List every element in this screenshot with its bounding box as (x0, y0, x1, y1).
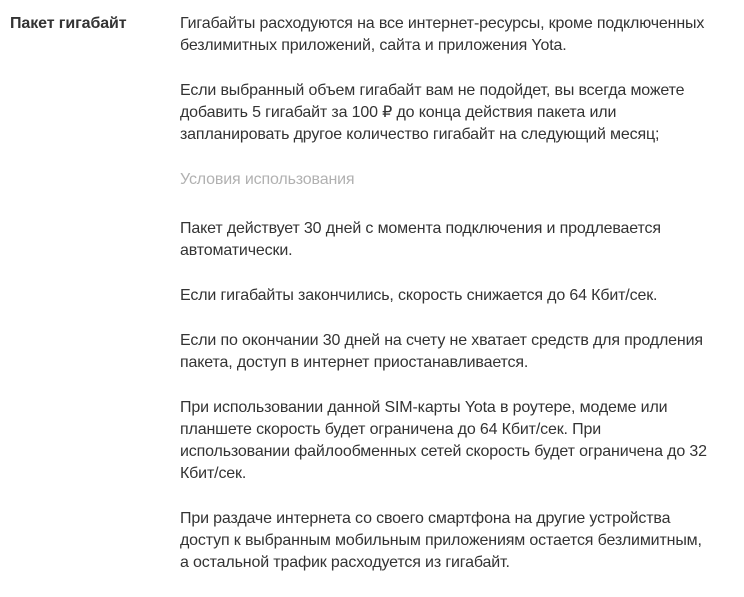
body-paragraph: При использовании данной SIM-карты Yota в роутере, модеме или планшете скорость будет ограничена до 64 Кбит/сек. При использовании файлообменных сетей скорость будет ограничена до 32 Кбит/сек. (180, 399, 707, 482)
body-paragraph: Пакет действует 30 дней с момента подключения и продлевается автоматически. (180, 220, 661, 259)
body-paragraph: Если выбранный объем гигабайт вам не подойдет, вы всегда можете добавить 5 гигабайт за 100 ₽ до конца действия пакета или запланировать другое количество гигабайт на следующий месяц; (180, 82, 685, 143)
body-paragraph: Если по окончании 30 дней на счету не хватает средств для продления пакета, доступ в интернет приостанавливается. (180, 332, 703, 371)
section-subheading: Условия использования (180, 171, 355, 188)
row-description (180, 13, 714, 597)
body-paragraph: При раздаче интернета со своего смартфона на другие устройства доступ к выбранным мобильным приложениям остается безлимитным, а остальной трафик расходуется из гигабайт. (180, 510, 702, 571)
body-paragraph: Если гигабайты закончились, скорость снижается до 64 Кбит/сек. (180, 287, 658, 304)
body-paragraph: Гигабайты расходуются на все интернет-ресурсы, кроме подключенных безлимитных приложений, сайта и приложения Yota. (180, 15, 705, 54)
row-label: Пакет гигабайт (10, 15, 127, 32)
